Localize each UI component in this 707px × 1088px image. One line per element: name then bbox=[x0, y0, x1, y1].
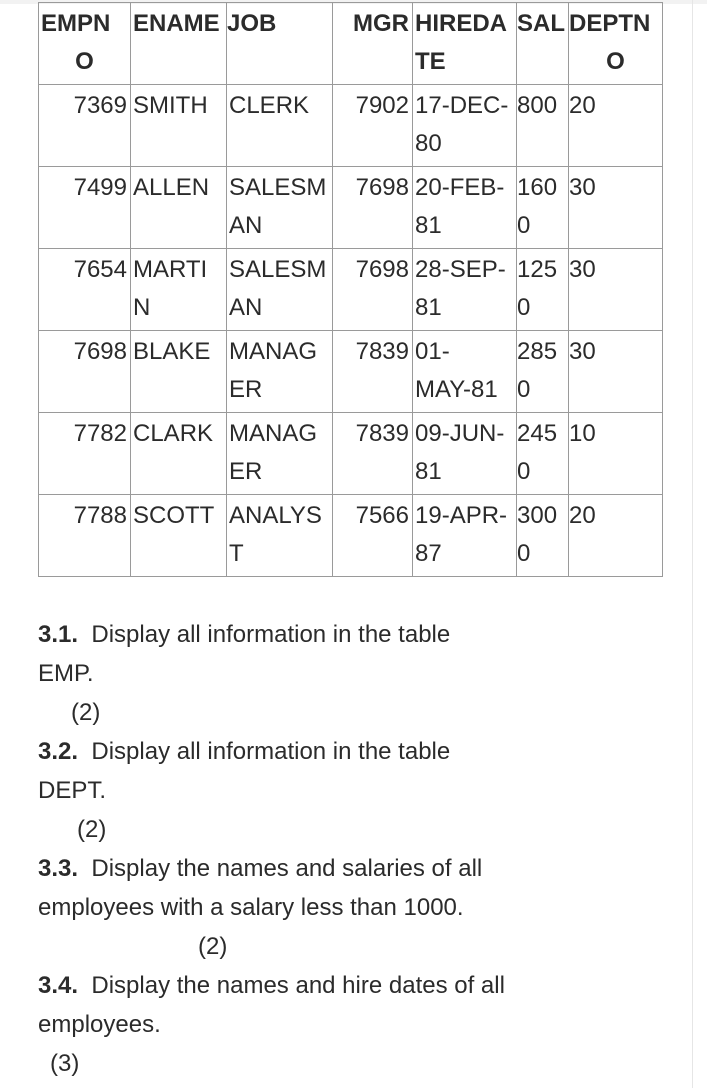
question-marks: (2) bbox=[198, 933, 228, 960]
cell-hiredate: 17-DEC- 80 bbox=[413, 85, 517, 167]
cell-job: SALESM AN bbox=[227, 167, 333, 249]
cell-hiredate: 28-SEP- 81 bbox=[413, 249, 517, 331]
header-job: JOB bbox=[227, 3, 333, 85]
cell-mgr: 7839 bbox=[333, 413, 413, 495]
cell-job: MANAG ER bbox=[227, 331, 333, 413]
cell-sal: 285 0 bbox=[517, 331, 569, 413]
table-header-row bbox=[39, 3, 663, 85]
cell-ename: MARTI N bbox=[131, 249, 227, 331]
question-number: 3.1. bbox=[38, 621, 79, 648]
table-row bbox=[39, 249, 663, 331]
cell-empno: 7369 bbox=[39, 85, 131, 167]
header-mgr: MGR bbox=[333, 3, 413, 85]
cell-deptno: 20 bbox=[569, 85, 663, 167]
cell-empno: 7698 bbox=[39, 331, 131, 413]
question-3-2 bbox=[38, 732, 678, 849]
table-row bbox=[39, 167, 663, 249]
cell-mgr: 7698 bbox=[333, 167, 413, 249]
question-number: 3.2. bbox=[38, 738, 79, 765]
question-text: 3.1. Display all information in the table bbox=[38, 621, 451, 648]
cell-ename: CLARK bbox=[131, 413, 227, 495]
cell-sal: 245 0 bbox=[517, 413, 569, 495]
header-deptno: DEPTN O bbox=[569, 3, 663, 85]
cell-deptno: 10 bbox=[569, 413, 663, 495]
cell-empno: 7499 bbox=[39, 167, 131, 249]
cell-deptno: 30 bbox=[569, 331, 663, 413]
cell-hiredate: 19-APR- 87 bbox=[413, 495, 517, 577]
cell-job: CLERK bbox=[227, 85, 333, 167]
cell-hiredate: 01- MAY-81 bbox=[413, 331, 517, 413]
cell-deptno: 30 bbox=[569, 167, 663, 249]
cell-empno: 7654 bbox=[39, 249, 131, 331]
cell-ename: SMITH bbox=[131, 85, 227, 167]
question-text: 3.3. Display the names and salaries of all bbox=[38, 855, 483, 882]
question-number: 3.3. bbox=[38, 855, 79, 882]
cell-sal: 160 0 bbox=[517, 167, 569, 249]
cell-sal: 800 bbox=[517, 85, 569, 167]
question-text-continued: employees. bbox=[38, 1011, 161, 1038]
header-ename: ENAME bbox=[131, 3, 227, 85]
cell-deptno: 30 bbox=[569, 249, 663, 331]
cell-ename: BLAKE bbox=[131, 331, 227, 413]
question-marks: (3) bbox=[50, 1050, 80, 1077]
header-sal: SAL bbox=[517, 3, 569, 85]
cell-ename: SCOTT bbox=[131, 495, 227, 577]
cell-job: SALESM AN bbox=[227, 249, 333, 331]
cell-mgr: 7566 bbox=[333, 495, 413, 577]
cell-sal: 125 0 bbox=[517, 249, 569, 331]
question-3-4 bbox=[38, 966, 678, 1083]
question-marks: (2) bbox=[71, 699, 101, 726]
question-text-continued: DEPT. bbox=[38, 777, 107, 804]
cell-ename: ALLEN bbox=[131, 167, 227, 249]
question-marks: (2) bbox=[77, 816, 107, 843]
cell-empno: 7782 bbox=[39, 413, 131, 495]
table-row bbox=[39, 85, 663, 167]
question-3-3 bbox=[38, 849, 678, 966]
header-empno: EMPN O bbox=[39, 3, 131, 85]
emp-table bbox=[38, 2, 663, 577]
question-text: 3.2. Display all information in the table bbox=[38, 738, 451, 765]
cell-hiredate: 09-JUN- 81 bbox=[413, 413, 517, 495]
table-row bbox=[39, 413, 663, 495]
page-right-edge bbox=[692, 0, 693, 1088]
cell-hiredate: 20-FEB- 81 bbox=[413, 167, 517, 249]
cell-job: ANALYS T bbox=[227, 495, 333, 577]
cell-job: MANAG ER bbox=[227, 413, 333, 495]
cell-empno: 7788 bbox=[39, 495, 131, 577]
cell-sal: 300 0 bbox=[517, 495, 569, 577]
table-row bbox=[39, 495, 663, 577]
question-text: 3.4. Display the names and hire dates of all bbox=[38, 972, 505, 999]
cell-mgr: 7698 bbox=[333, 249, 413, 331]
cell-mgr: 7839 bbox=[333, 331, 413, 413]
question-list bbox=[38, 615, 678, 1083]
question-3-1 bbox=[38, 615, 678, 732]
question-text-continued: EMP. bbox=[38, 660, 94, 687]
question-number: 3.4. bbox=[38, 972, 79, 999]
table-row bbox=[39, 331, 663, 413]
cell-mgr: 7902 bbox=[333, 85, 413, 167]
question-text-continued: employees with a salary less than 1000. bbox=[38, 894, 464, 921]
header-hiredate: HIREDA TE bbox=[413, 3, 517, 85]
cell-deptno: 20 bbox=[569, 495, 663, 577]
